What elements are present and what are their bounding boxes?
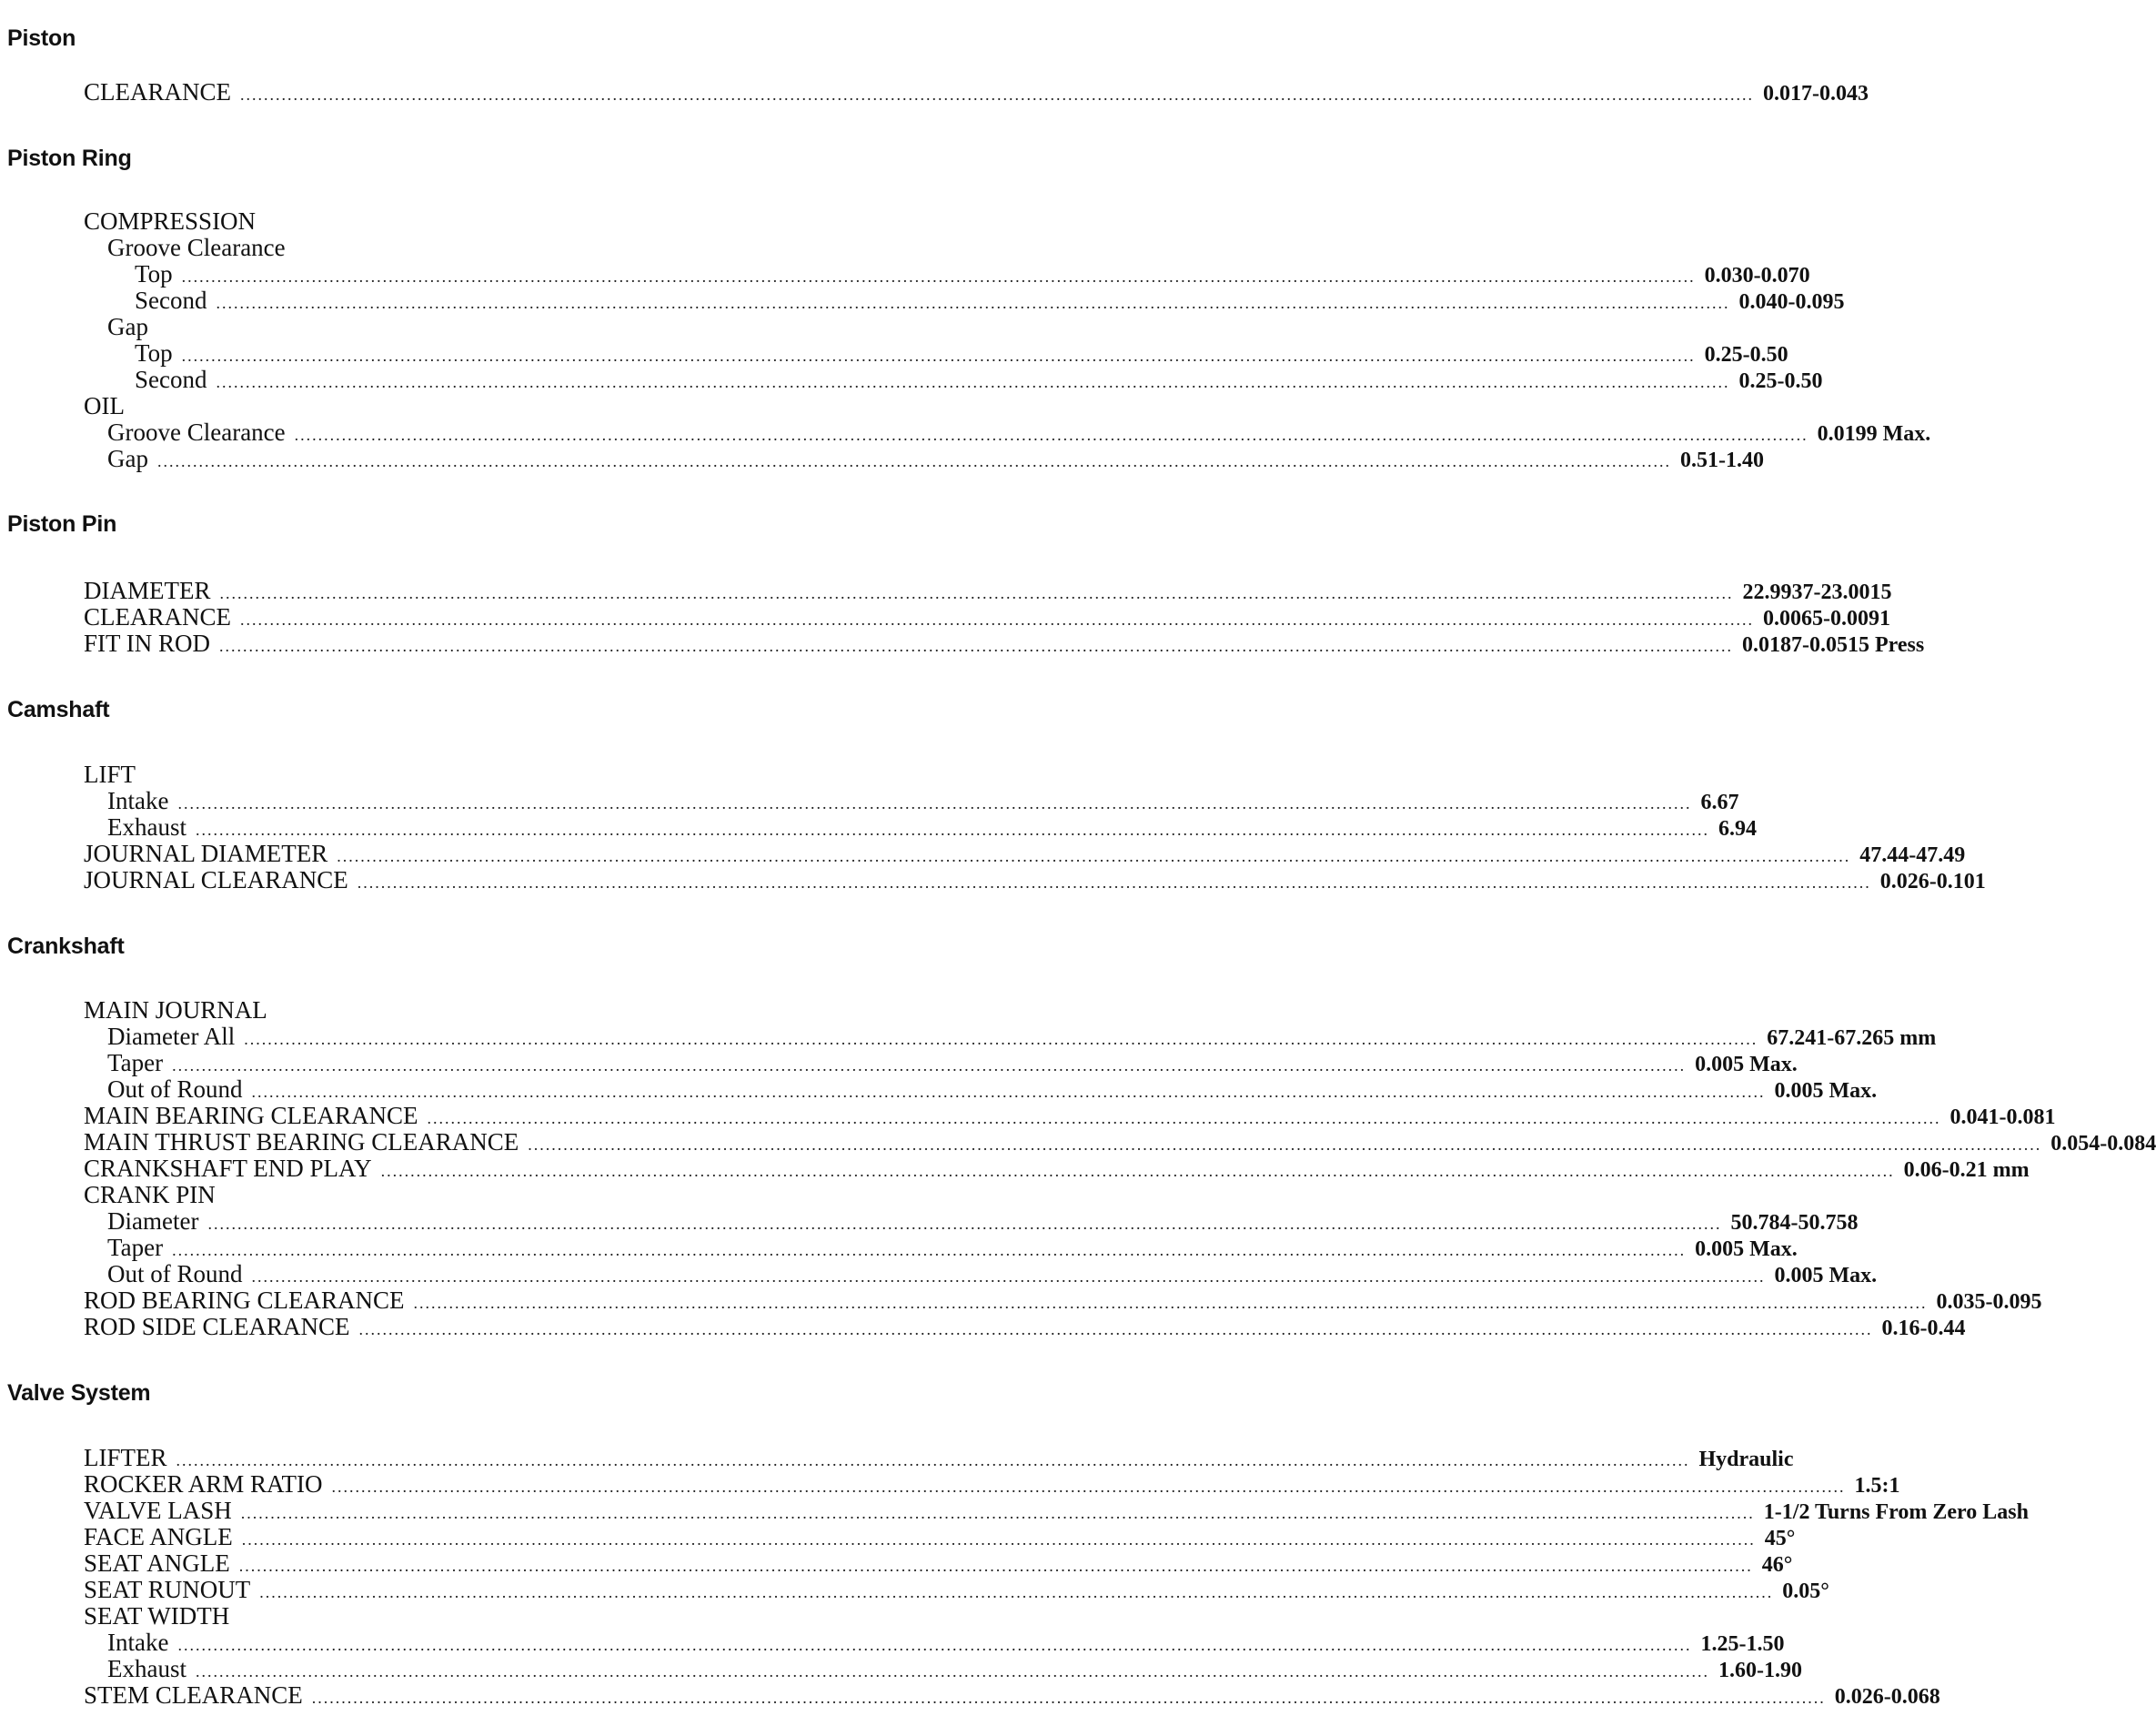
spec-row xyxy=(84,419,1931,446)
leader-dots: ................................................................................................................................................................................................................................................................ xyxy=(528,1135,2042,1154)
spec-value: 6.94 xyxy=(1718,817,1757,841)
spec-label: Diameter xyxy=(107,1207,199,1235)
spec-value: 0.06-0.21 mm xyxy=(1903,1158,2030,1182)
leader-dots: ................................................................................................................................................................................................................................................................ xyxy=(172,1056,1687,1075)
leader-dots: ................................................................................................................................................................................................................................................................ xyxy=(207,1215,1722,1233)
leader-dots: ................................................................................................................................................................................................................................................................ xyxy=(216,294,1730,312)
leader-dots: ................................................................................................................................................................................................................................................................ xyxy=(337,847,1851,865)
spec-label: SEAT WIDTH xyxy=(84,1602,230,1630)
section-title-piston: Piston xyxy=(7,25,76,51)
spec-row xyxy=(84,1576,1829,1603)
spec-row xyxy=(84,1155,2030,1182)
leader-dots: ................................................................................................................................................................................................................................................................ xyxy=(241,1530,1756,1549)
section-title-crankshaft: Crankshaft xyxy=(7,934,125,959)
leader-dots: ................................................................................................................................................................................................................................................................ xyxy=(172,1241,1687,1259)
leader-dots: ................................................................................................................................................................................................................................................................ xyxy=(219,637,1734,655)
spec-row xyxy=(84,1023,1937,1050)
spec-label: DIAMETER xyxy=(84,577,211,604)
spec-value: 0.0187-0.0515 Press xyxy=(1742,633,1925,657)
leader-dots: ................................................................................................................................................................................................................................................................ xyxy=(177,794,1692,812)
spec-row xyxy=(84,787,1739,814)
spec-label: CLEARANCE xyxy=(84,603,231,631)
spec-value: 22.9937-23.0015 xyxy=(1742,580,1892,604)
spec-row xyxy=(84,366,1823,393)
spec-row xyxy=(84,577,1892,604)
leader-dots: ................................................................................................................................................................................................................................................................ xyxy=(240,1504,1755,1522)
spec-row xyxy=(84,1681,1940,1709)
spec-row xyxy=(84,287,1845,314)
spec-value: 0.041-0.081 xyxy=(1949,1105,2056,1129)
spec-value: 1-1/2 Turns From Zero Lash xyxy=(1763,1500,2029,1524)
leader-dots: ................................................................................................................................................................................................................................................................ xyxy=(216,373,1730,391)
spec-label: MAIN THRUST BEARING CLEARANCE xyxy=(84,1128,519,1156)
spec-label: FACE ANGLE xyxy=(84,1523,233,1550)
section-title-piston-ring: Piston Ring xyxy=(7,146,132,171)
spec-label: SEAT ANGLE xyxy=(84,1549,230,1577)
spec-label: Second xyxy=(135,366,207,393)
spec-value: 0.005 Max. xyxy=(1774,1264,1878,1287)
spec-label: Top xyxy=(135,339,173,367)
spec-value: 1.5:1 xyxy=(1854,1474,1900,1498)
spec-value: Hydraulic xyxy=(1698,1448,1794,1471)
spec-value: 47.44-47.49 xyxy=(1859,843,1966,867)
leader-dots: ................................................................................................................................................................................................................................................................ xyxy=(331,1478,1846,1496)
spec-label: Out of Round xyxy=(107,1075,243,1103)
spec-label: Top xyxy=(135,260,173,288)
leader-dots: ................................................................................................................................................................................................................................................................ xyxy=(238,1557,1753,1575)
spec-row xyxy=(84,1181,1201,1208)
leader-dots: ................................................................................................................................................................................................................................................................ xyxy=(380,1162,1895,1180)
spec-value: 1.25-1.50 xyxy=(1700,1632,1785,1656)
leader-dots: ................................................................................................................................................................................................................................................................ xyxy=(156,452,1671,470)
spec-label: COMPRESSION xyxy=(84,207,257,235)
spec-label: SEAT RUNOUT xyxy=(84,1576,251,1603)
leader-dots: ................................................................................................................................................................................................................................................................ xyxy=(240,611,1754,629)
spec-row xyxy=(84,866,1986,893)
spec-row xyxy=(84,1629,1785,1656)
spec-label: STEM CLEARANCE xyxy=(84,1681,303,1709)
spec-label: Groove Clearance xyxy=(107,234,286,261)
leader-dots: ................................................................................................................................................................................................................................................................ xyxy=(196,1662,1709,1680)
spec-label: Taper xyxy=(107,1234,164,1261)
leader-dots: ................................................................................................................................................................................................................................................................ xyxy=(196,821,1709,839)
leader-dots: ................................................................................................................................................................................................................................................................ xyxy=(259,1583,1774,1601)
spec-value: 0.05° xyxy=(1782,1580,1829,1603)
leader-dots: ................................................................................................................................................................................................................................................................ xyxy=(294,426,1808,444)
spec-label: Gap xyxy=(107,445,148,472)
spec-label: MAIN JOURNAL xyxy=(84,996,267,1024)
spec-label: FIT IN ROD xyxy=(84,630,211,657)
spec-label: Gap xyxy=(107,313,148,340)
spec-value: 0.026-0.068 xyxy=(1834,1685,1940,1709)
spec-row xyxy=(84,1602,1201,1630)
spec-row xyxy=(84,1049,1798,1076)
spec-label: Groove Clearance xyxy=(107,419,286,446)
spec-value: 0.0065-0.0091 xyxy=(1763,607,1890,631)
spec-row xyxy=(84,313,1201,340)
section-title-valve-system: Valve System xyxy=(7,1380,151,1406)
spec-row xyxy=(84,78,1869,106)
spec-label: Intake xyxy=(107,787,169,814)
spec-label: CLEARANCE xyxy=(84,78,231,106)
spec-value: 46° xyxy=(1761,1553,1793,1577)
section-title-camshaft: Camshaft xyxy=(7,697,110,722)
spec-label: LIFT xyxy=(84,761,136,788)
spec-label: CRANKSHAFT END PLAY xyxy=(84,1155,372,1182)
spec-row xyxy=(84,339,1788,367)
spec-label: Diameter All xyxy=(107,1023,236,1050)
spec-row xyxy=(84,392,1201,419)
spec-row xyxy=(84,840,1966,867)
spec-value: 0.25-0.50 xyxy=(1704,343,1788,367)
spec-value: 0.25-0.50 xyxy=(1738,369,1823,393)
spec-label: Exhaust xyxy=(107,813,186,841)
leader-dots: ................................................................................................................................................................................................................................................................ xyxy=(244,1030,1758,1048)
spec-label: LIFTER xyxy=(84,1444,167,1471)
spec-row xyxy=(84,1102,2056,1129)
spec-row xyxy=(84,761,1201,788)
spec-value: 0.0199 Max. xyxy=(1817,422,1931,446)
spec-label: Out of Round xyxy=(107,1260,243,1287)
spec-row xyxy=(84,1655,1802,1682)
leader-dots: ................................................................................................................................................................................................................................................................ xyxy=(240,86,1754,104)
spec-label: Second xyxy=(135,287,207,314)
spec-row xyxy=(84,603,1890,631)
spec-label: ROCKER ARM RATIO xyxy=(84,1470,323,1498)
spec-value: 0.026-0.101 xyxy=(1879,870,1986,893)
spec-value: 0.030-0.070 xyxy=(1704,264,1810,288)
leader-dots: ................................................................................................................................................................................................................................................................ xyxy=(358,1320,1873,1338)
spec-value: 0.017-0.043 xyxy=(1763,82,1869,106)
spec-row xyxy=(84,1444,1794,1471)
leader-dots: ................................................................................................................................................................................................................................................................ xyxy=(176,1451,1690,1469)
spec-value: 0.005 Max. xyxy=(1774,1079,1878,1103)
spec-value: 45° xyxy=(1764,1527,1796,1550)
spec-value: 0.005 Max. xyxy=(1695,1053,1798,1076)
leader-dots: ................................................................................................................................................................................................................................................................ xyxy=(427,1109,1941,1127)
spec-row xyxy=(84,1470,1900,1498)
spec-row xyxy=(84,996,1201,1024)
section-title-piston-pin: Piston Pin xyxy=(7,511,117,537)
spec-label: JOURNAL CLEARANCE xyxy=(84,866,348,893)
leader-dots: ................................................................................................................................................................................................................................................................ xyxy=(251,1267,1766,1286)
spec-row xyxy=(84,445,1764,472)
spec-row xyxy=(84,1497,2029,1524)
spec-label: ROD SIDE CLEARANCE xyxy=(84,1313,350,1340)
spec-value: 0.035-0.095 xyxy=(1936,1290,2042,1314)
spec-value: 0.16-0.44 xyxy=(1881,1317,1966,1340)
spec-row xyxy=(84,1260,1878,1287)
spec-row xyxy=(84,630,1925,657)
spec-row xyxy=(84,813,1757,841)
leader-dots: ................................................................................................................................................................................................................................................................ xyxy=(251,1083,1766,1101)
spec-value: 0.005 Max. xyxy=(1695,1237,1798,1261)
leader-dots: ................................................................................................................................................................................................................................................................ xyxy=(413,1294,1928,1312)
spec-label: JOURNAL DIAMETER xyxy=(84,840,328,867)
spec-label: OIL xyxy=(84,392,125,419)
spec-label: VALVE LASH xyxy=(84,1497,232,1524)
spec-row xyxy=(84,1523,1796,1550)
spec-row xyxy=(84,1313,1966,1340)
spec-label: MAIN BEARING CLEARANCE xyxy=(84,1102,418,1129)
spec-value: 1.60-1.90 xyxy=(1718,1659,1802,1682)
leader-dots: ................................................................................................................................................................................................................................................................ xyxy=(219,584,1734,602)
spec-value: 6.67 xyxy=(1700,791,1739,814)
spec-row xyxy=(84,1075,1878,1103)
leader-dots: ................................................................................................................................................................................................................................................................ xyxy=(357,873,1871,892)
spec-value: 0.040-0.095 xyxy=(1738,290,1845,314)
spec-row xyxy=(84,234,1201,261)
spec-label: CRANK PIN xyxy=(84,1181,216,1208)
spec-row xyxy=(84,260,1810,288)
spec-value: 67.241-67.265 mm xyxy=(1767,1026,1937,1050)
spec-label: ROD BEARING CLEARANCE xyxy=(84,1287,405,1314)
spec-row xyxy=(84,1207,1859,1235)
spec-value: 0.51-1.40 xyxy=(1679,449,1764,472)
leader-dots: ................................................................................................................................................................................................................................................................ xyxy=(177,1636,1692,1654)
spec-label: Intake xyxy=(107,1629,169,1656)
spec-row xyxy=(84,1128,2156,1156)
spec-row xyxy=(84,207,1201,235)
spec-row xyxy=(84,1234,1798,1261)
leader-dots: ................................................................................................................................................................................................................................................................ xyxy=(311,1689,1826,1707)
spec-label: Exhaust xyxy=(107,1655,186,1682)
spec-value: 0.054-0.084 xyxy=(2050,1132,2156,1156)
spec-row xyxy=(84,1287,2042,1314)
spec-value: 50.784-50.758 xyxy=(1730,1211,1859,1235)
spec-row xyxy=(84,1549,1793,1577)
leader-dots: ................................................................................................................................................................................................................................................................ xyxy=(181,347,1696,365)
leader-dots: ................................................................................................................................................................................................................................................................ xyxy=(181,267,1696,286)
spec-label: Taper xyxy=(107,1049,164,1076)
